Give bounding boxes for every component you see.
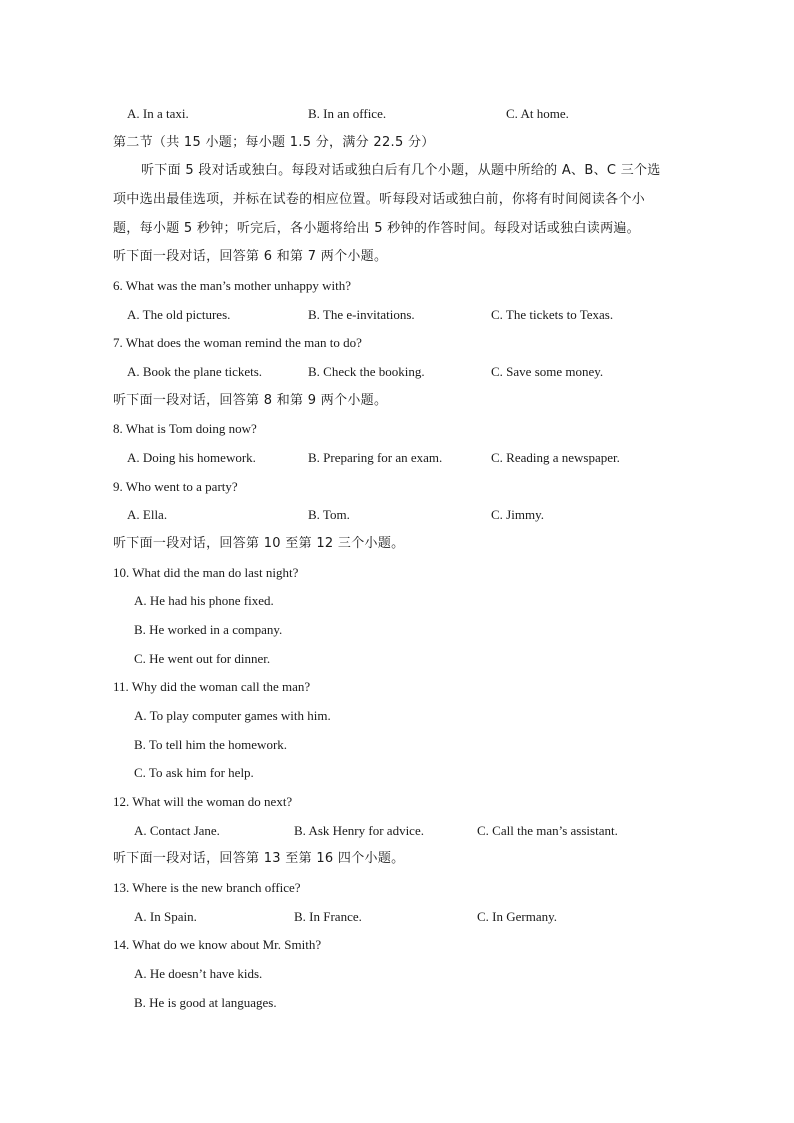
question-10-option-b: B. He worked in a company. — [134, 622, 283, 637]
q5-option-a: A. In a taxi. — [127, 106, 189, 121]
question-12-stem: 12. What will the woman do next? — [113, 794, 293, 809]
q5-option-b: B. In an office. — [308, 106, 387, 121]
group-instruction-3: 听下面一段对话，回答第 10 至第 12 三个小题。 — [113, 536, 405, 551]
question-13-stem: 13. Where is the new branch office? — [113, 880, 301, 895]
q5-option-c: C. At home. — [506, 106, 569, 121]
question-7-option-c: C. Save some money. — [491, 364, 604, 379]
instructions-line-1: 听下面 5 段对话或独白。每段对话或独白后有几个小题，从题中所给的 A、B、C 三个选 — [141, 163, 661, 178]
question-13-option-b: B. In France. — [294, 909, 362, 924]
question-14-option-a: A. He doesn’t have kids. — [134, 966, 263, 981]
instructions-line-3: 题，每小题 5 秒钟；听完后，各小题将给出 5 秒钟的作答时间。每段对话或独白读两遍。 — [113, 221, 640, 236]
question-6-stem: 6. What was the man’s mother unhappy with? — [113, 278, 352, 293]
question-8-stem: 8. What is Tom doing now? — [113, 421, 257, 436]
question-13-option-c: C. In Germany. — [477, 909, 558, 924]
question-8-option-c: C. Reading a newspaper. — [491, 450, 620, 465]
question-7-option-a: A. Book the plane tickets. — [127, 364, 263, 379]
group-instruction-1: 听下面一段对话，回答第 6 和第 7 两个小题。 — [113, 249, 388, 264]
question-10-option-c: C. He went out for dinner. — [134, 651, 271, 666]
question-7-stem: 7. What does the woman remind the man to do? — [113, 335, 362, 350]
question-9-stem: 9. Who went to a party? — [113, 479, 238, 494]
question-12-option-c: C. Call the man’s assistant. — [477, 823, 618, 838]
section-heading: 第二节（共 15 小题；每小题 1.5 分，满分 22.5 分） — [113, 135, 435, 150]
question-10-option-a: A. He had his phone fixed. — [134, 593, 274, 608]
question-9-option-c: C. Jimmy. — [491, 507, 544, 522]
instructions-line-2: 项中选出最佳选项，并标在试卷的相应位置。听每段对话或独白前，你将有时间阅读各个小 — [113, 192, 646, 207]
question-14-stem: 14. What do we know about Mr. Smith? — [113, 937, 322, 952]
question-9-option-b: B. Tom. — [308, 507, 350, 522]
question-9-option-a: A. Ella. — [127, 507, 168, 522]
question-11-option-b: B. To tell him the homework. — [134, 737, 288, 752]
question-13-option-a: A. In Spain. — [134, 909, 197, 924]
group-instruction-4: 听下面一段对话，回答第 13 至第 16 四个小题。 — [113, 851, 405, 866]
question-10-stem: 10. What did the man do last night? — [113, 565, 299, 580]
question-12-option-b: B. Ask Henry for advice. — [294, 823, 424, 838]
question-11-option-c: C. To ask him for help. — [134, 765, 254, 780]
question-6-option-c: C. The tickets to Texas. — [491, 307, 614, 322]
question-14-option-b: B. He is good at languages. — [134, 995, 277, 1010]
question-12-option-a: A. Contact Jane. — [134, 823, 220, 838]
group-instruction-2: 听下面一段对话，回答第 8 和第 9 两个小题。 — [113, 393, 388, 408]
question-6-option-a: A. The old pictures. — [127, 307, 231, 322]
question-8-option-b: B. Preparing for an exam. — [308, 450, 443, 465]
question-8-option-a: A. Doing his homework. — [127, 450, 256, 465]
question-11-stem: 11. Why did the woman call the man? — [113, 679, 311, 694]
question-7-option-b: B. Check the booking. — [308, 364, 425, 379]
question-6-option-b: B. The e-invitations. — [308, 307, 415, 322]
question-11-option-a: A. To play computer games with him. — [134, 708, 331, 723]
